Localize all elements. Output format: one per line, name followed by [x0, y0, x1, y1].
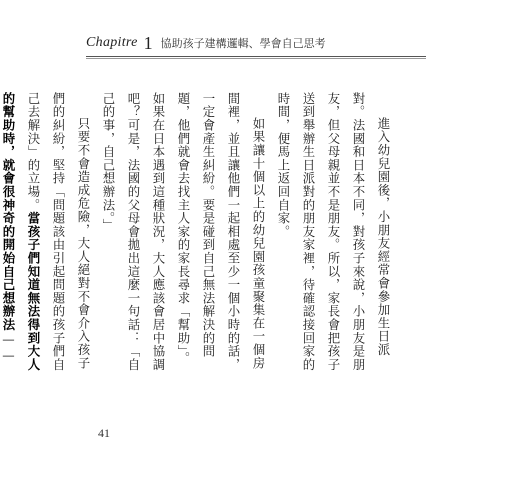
text-segment: 如果讓十個以上的幼兒園孩童聚集在一個房間裡，並且讓他們一起相處至少一個小時的話，一定會產生糾紛。要是碰到自己無法解決的問題，他們就會去找主人家的家長尋求「幫助」。如果在日本遇到這種狀況，大人應該會居中協調吧？可是，法國的父母會拋出這麼一句話：「自己的事，自己想辦法。」: [101, 92, 266, 372]
header-divider-secondary: [86, 58, 426, 59]
page-number: 41: [98, 426, 110, 440]
header-divider: [86, 56, 426, 57]
paragraph-2: [96, 92, 271, 372]
text-segment: 只要不會造成危險，大人絕對不會介入孩子們的糾紛，堅持「問題該由引起問題的孩子們自己去解決」的立場。: [26, 92, 91, 372]
chapter-label: Chapitre: [86, 35, 138, 50]
running-header: [86, 33, 326, 53]
paragraph-3: [0, 92, 96, 372]
chapter-number: 1: [143, 32, 153, 53]
emphasized-text: 當孩子們知道無法得到大人的幫助時，就會很神奇的開始自己想辦法: [1, 92, 41, 372]
chapter-title: 協助孩子建構邏輯、學會自己思考: [160, 37, 326, 50]
text-segment: ——: [1, 331, 16, 364]
paragraph-1: [271, 92, 396, 372]
text-segment: 進入幼兒園後，小朋友經常會參加生日派對。法國和日本不同，對孩子來說，小朋友是朋友，但父母親並不是朋友。所以，家長會把孩子送到舉辦生日派對的朋友家裡，待確認接回家的時間，便馬上返回自家。: [276, 92, 391, 372]
body-text-vertical: [1, 92, 396, 372]
